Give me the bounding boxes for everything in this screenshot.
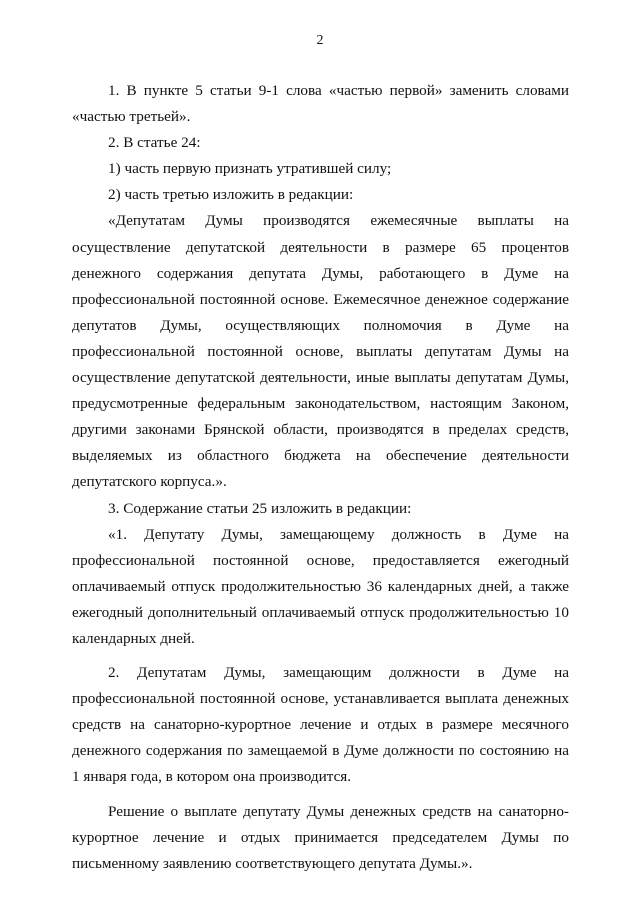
document-body xyxy=(72,78,569,877)
paragraph-article-25-part-2: 2. Депутатам Думы, замещающим должности в Думе на профессиональной постоянной основе, устанавливается выплата денежных средств на санаторно-курортное лечение и отдых в размере месячного денежного содержания по замещаемой в Думе должности по состоянию на 1 января года, в котором она производится. xyxy=(72,664,569,786)
paragraph-article-24-new-text: «Депутатам Думы производятся ежемесячные выплаты на осуществление депутатской деятельности в размере 65 процентов денежного содержания депутата Думы, работающего в Думе на профессиональной постоянной основе. Ежемесячное денежное содержание депутатов Думы, осуществляющих полномочия в Думе на профессиональной постоянной основе, выплаты депутатам Думы на осуществление депутатской деятельности, иные выплаты депутатам Думы, предусмотренные федеральным законодательством, настоящим Законом, другими законами Брянской области, производятся в пределах средств, выделяемых из областного бюджета на обеспечение деятельности депутатского корпуса.». xyxy=(72,212,569,491)
paragraph-amend-article-9-1: 1. В пункте 5 статьи 9-1 слова «частью первой» заменить словами «частью третьей». xyxy=(72,82,569,126)
paragraph-article-25-decision: Решение о выплате депутату Думы денежных средств на санаторно-курортное лечение и отдых принимается председателем Думы по письменному заявлению соответствующего депутата Думы.». xyxy=(72,802,569,872)
paragraph-article-24-heading: 2. В статье 24: xyxy=(108,134,201,152)
paragraph-article-24-item-1: 1) часть первую признать утратившей силу; xyxy=(108,160,392,178)
paragraph-article-24-item-2: 2) часть третью изложить в редакции: xyxy=(108,186,354,204)
paragraph-article-25-part-1: «1. Депутату Думы, замещающему должность в Думе на профессиональной постоянной основе, предоставляется ежегодный оплачиваемый отпуск продолжительностью 36 календарных дней, а также ежегодный дополнительный оплачиваемый отпуск продолжительностью 10 календарных дней. xyxy=(72,525,569,647)
paragraph-article-25-heading: 3. Содержание статьи 25 изложить в редакции: xyxy=(108,499,412,517)
page-number: 2 xyxy=(316,33,324,48)
